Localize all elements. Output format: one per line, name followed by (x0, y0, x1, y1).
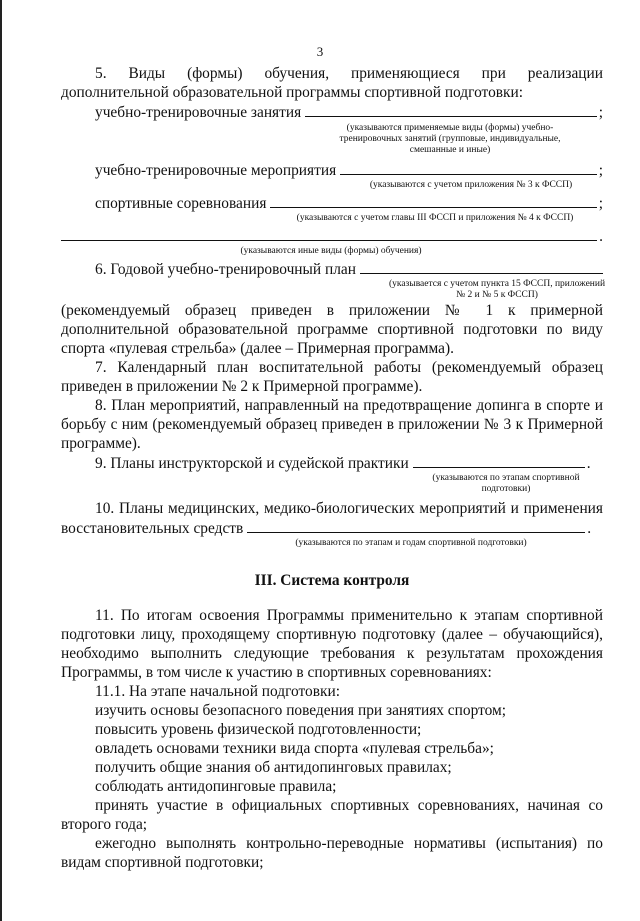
document-body (61, 64, 606, 872)
item-9-note: (указываются по этапам спортивной подготовки) (432, 473, 580, 494)
item-8-text: 8. План мероприятий, направленный на предотвращение допинга в спорте и борьбу с ним (рекомендуемый образец приведен в приложении № 3 к Примерной программе). (61, 397, 603, 452)
fill-line (270, 193, 596, 208)
item-5-line-camps-label: учебно-тренировочные мероприятия (95, 162, 337, 179)
item-6-line (61, 259, 603, 279)
item-5-line-sessions: учебно-тренировочные занятия ; (95, 104, 603, 121)
fill-line (360, 259, 603, 274)
item-5-line-competitions-label: спортивные соревнования (95, 195, 267, 212)
item-11-text: 11. По итогам освоения Программы применительно к этапам спортивной подготовки лицу, проходящему спортивную подготовку (далее – обучающийся), необходимо выполнить следующие требования к результатам прохождения Программы, в том числе к участию в спортивных соревнованиях: (61, 607, 603, 681)
item-5-line-other: . (61, 226, 603, 246)
item-5-note-camps: (указываются с учетом приложения № 3 к ФССП) (369, 180, 573, 190)
item-11-1-text: 11.1. На этапе начальной подготовки: (95, 683, 341, 700)
item-10-note: (указываются по этапам и годам спортивной подготовки) (295, 538, 527, 548)
list-item: повысить уровень физической подготовленности; (95, 721, 422, 738)
item-5-line-camps: учебно-тренировочные мероприятия ; (95, 162, 603, 179)
section-title: III. Система контроля (254, 572, 410, 589)
list-item: получить общие знания об антидопинговых правилах; (95, 759, 452, 776)
list-item: овладеть основами техники вида спорта «пулевая стрельба»; (95, 740, 494, 757)
item-5-note-sessions: (указываются применяемые виды (формы) учебно-тренировочных занятий (групповые, индивидуальные, смешанные и иные) (339, 123, 561, 155)
item-10-text: 10. Планы медицинских, медико-биологических мероприятий и применения (95, 500, 603, 517)
item-5-note-other: (указываются иные виды (формы) обучения) (240, 246, 422, 256)
item-10-line: восстановительных средств . (61, 520, 592, 537)
item-10-label: восстановительных средств (61, 520, 244, 537)
item-5-note-competitions: (указываются с учетом главы III ФССП и приложения № 4 к ФССП) (296, 213, 574, 223)
list-item: соблюдать антидопинговые правила; (95, 778, 337, 795)
list-item: принять участие в официальных спортивных соревнованиях, начиная со второго года; (61, 797, 603, 833)
fill-line (340, 160, 597, 175)
item-7-text: 7. Календарный план воспитательной работы (рекомендуемый образец приведен в приложении № 2 к Примерной программе). (61, 359, 603, 395)
item-9-label: 9. Планы инструкторской и судейской практики (95, 455, 409, 472)
list-item: изучить основы безопасного поведения при занятиях спортом; (95, 702, 507, 719)
fill-line (413, 453, 585, 468)
fill-line (305, 102, 597, 117)
fill-line (247, 518, 585, 533)
fill-line (61, 226, 597, 241)
item-6-note: (указывается с учетом пункта 15 ФССП, приложений № 2 и № 5 к ФССП) (388, 279, 606, 300)
item-6-label: 6. Годовой учебно-тренировочный план (95, 261, 356, 278)
item-6-text: (рекомендуемый образец приведен в приложении № 1 к примерной дополнительной образовательной программе спортивной подготовки по виду спорта «пулевая стрельба» (далее – Примерная программа). (61, 302, 603, 357)
item-5-line-sessions-label: учебно-тренировочные занятия (95, 104, 302, 121)
page-number: 3 (316, 44, 324, 59)
item-5-text: 5. Виды (формы) обучения, применяющиеся при реализации дополнительной образовательной программы спортивной подготовки: (61, 65, 603, 101)
item-5-line-competitions: спортивные соревнования ; (95, 195, 603, 212)
item-9-line: 9. Планы инструкторской и судейской практики . (95, 455, 591, 472)
list-item: ежегодно выполнять контрольно-переводные нормативы (испытания) по видам спортивной подготовки; (61, 835, 603, 871)
